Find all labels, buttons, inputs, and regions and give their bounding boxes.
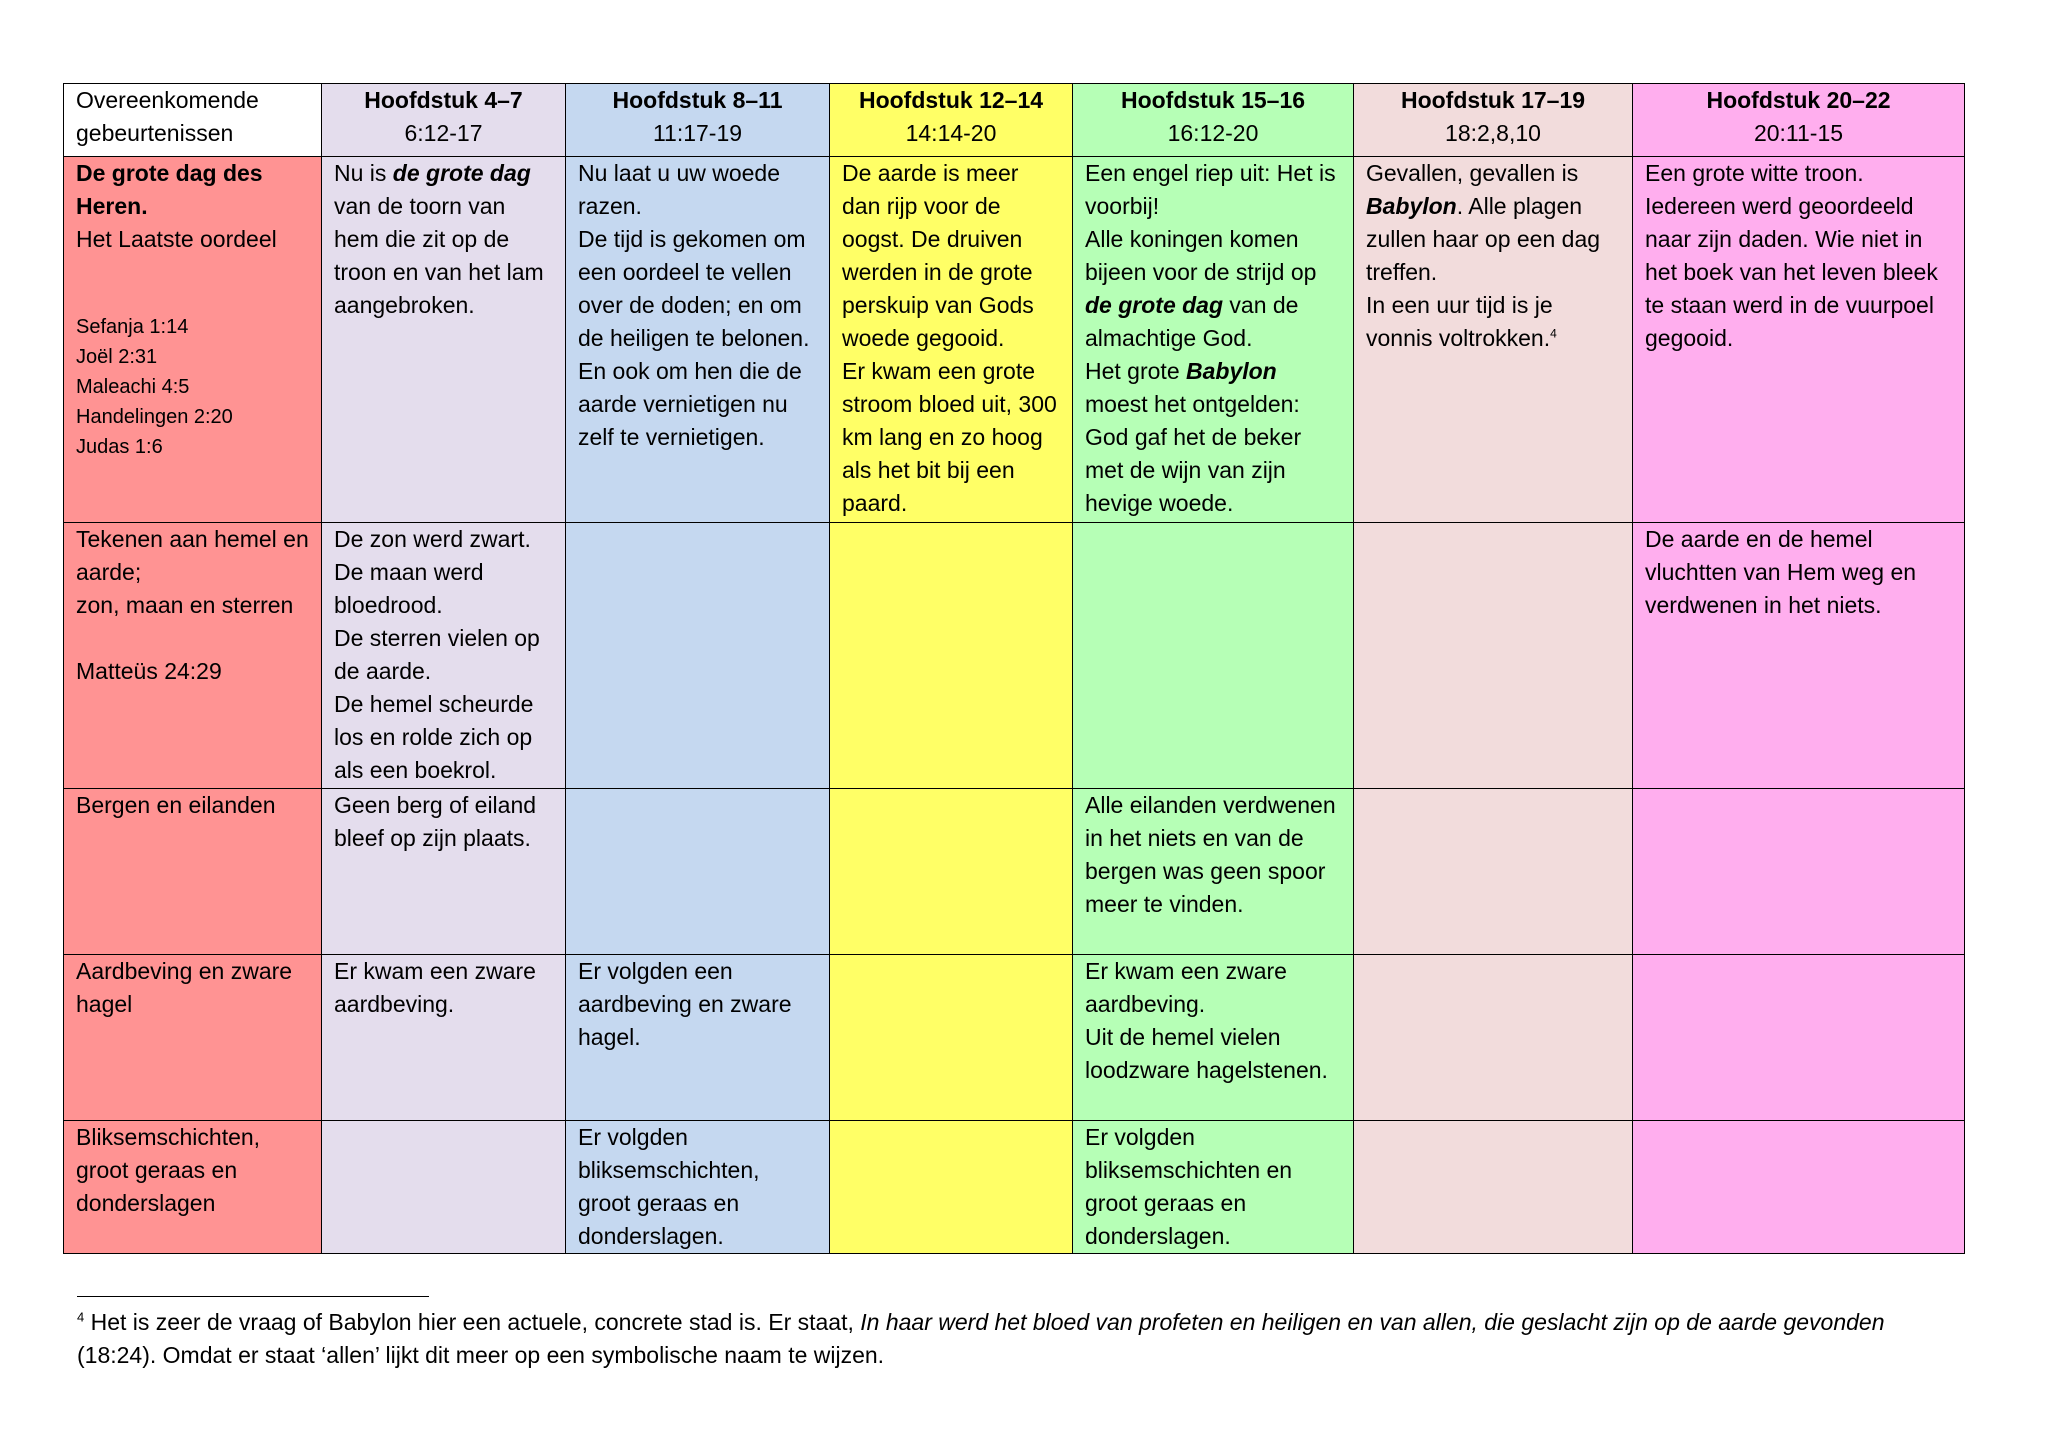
cell-r2-ch4-7: [322, 523, 566, 789]
header-row: [64, 84, 1965, 157]
cell-line: De hemel scheurde los en rolde zich op als een boekrol.: [334, 691, 534, 783]
emphasis-text: Babylon: [1186, 358, 1277, 384]
cell-text: van de almachtige God.: [1085, 292, 1299, 351]
column-title: Hoofdstuk 17–19: [1400, 87, 1586, 113]
cell-r2-ch15-16: [1073, 523, 1354, 789]
emphasis-text: de grote dag: [392, 160, 531, 186]
cell-r3-ch20-22: [1633, 789, 1965, 955]
row-label-day-of-the-lord: [64, 157, 322, 523]
footnote-reference: 4: [1550, 326, 1557, 341]
cell-r2-ch12-14: [830, 523, 1073, 789]
cell-text: In een uur tijd is je vonnis voltrokken.: [1366, 292, 1553, 351]
cell-line: [1366, 157, 1620, 289]
cell-line: Een engel riep uit: Het is voorbij!: [1085, 160, 1336, 219]
cell-r5-ch4-7: [322, 1121, 566, 1254]
footnote-text: Het is zeer de vraag of Babylon hier een actuele, concrete stad is. Er staat,: [84, 1309, 861, 1335]
bible-reference: Judas 1:6: [76, 436, 163, 458]
table-row: [64, 157, 1965, 523]
cell-r1-ch15-16: [1073, 157, 1354, 523]
cell-line: [1085, 223, 1341, 355]
row-label-line: zon, maan en sterren: [76, 592, 294, 618]
cell-line: Geen berg of eiland bleef op zijn plaats.: [334, 792, 537, 851]
column-header-ch4-7: [322, 84, 566, 157]
cell-r5-ch17-19: [1354, 1121, 1633, 1254]
cell-line: De tijd is gekomen om een oordeel te vellen over de doden; en om de heiligen te belonen.: [578, 226, 810, 351]
bible-reference: Maleachi 4:5: [76, 376, 190, 398]
column-title: Hoofdstuk 8–11: [612, 87, 783, 113]
footnote: [77, 1306, 1957, 1372]
emphasis-text: de grote dag: [1085, 292, 1224, 318]
cell-r4-ch12-14: [830, 955, 1073, 1121]
column-reference: 11:17-19: [652, 120, 743, 146]
cell-line: De maan werd bloedrood.: [334, 559, 484, 618]
bible-reference: Handelingen 2:20: [76, 406, 233, 428]
row-label-line: Bergen en eilanden: [76, 792, 276, 818]
cell-line: De sterren vielen op de aarde.: [334, 625, 540, 684]
column-reference: 16:12-20: [1167, 120, 1259, 146]
comparison-table: [63, 83, 1965, 1254]
cell-line: Er volgden bliksemschichten, groot geraas en donderslagen.: [578, 1124, 760, 1249]
cell-line: [1085, 355, 1341, 520]
column-reference: 14:14-20: [905, 120, 997, 146]
column-header-ch17-19: [1354, 84, 1633, 157]
cell-r3-ch8-11: [566, 789, 830, 955]
cell-r3-ch17-19: [1354, 789, 1633, 955]
cell-line: Een grote witte troon. Iedereen werd geoordeeld naar zijn daden. Wie niet in het boek van het leven bleek te staan werd in de vuurpoel gegooid.: [1645, 160, 1938, 351]
corner-header-line-2: gebeurtenissen: [76, 120, 234, 146]
cell-r3-ch4-7: [322, 789, 566, 955]
row-label-line: Aardbeving en zware hagel: [76, 958, 293, 1017]
corner-header-line-1: Overeenkomende: [76, 87, 259, 113]
footnote-text: (18:24). Omdat er staat ‘allen’ lijkt dit meer op een symbolische naam te wijzen.: [77, 1342, 885, 1368]
row-label-signs: [64, 523, 322, 789]
row-label-mountains-islands: [64, 789, 322, 955]
cell-line: Er kwam een zware aardbeving.: [334, 958, 536, 1017]
cell-r1-ch12-14: [830, 157, 1073, 523]
cell-r5-ch12-14: [830, 1121, 1073, 1254]
table-row: [64, 789, 1965, 955]
cell-r2-ch8-11: [566, 523, 830, 789]
cell-r3-ch12-14: [830, 789, 1073, 955]
cell-r5-ch20-22: [1633, 1121, 1965, 1254]
column-reference: 6:12-17: [404, 120, 483, 146]
cell-line: Nu laat u uw woede razen.: [578, 160, 781, 219]
bible-reference: Sefanja 1:14: [76, 316, 189, 338]
cell-r2-ch17-19: [1354, 523, 1633, 789]
cell-line: Alle eilanden verdwenen in het niets en van de bergen was geen spoor meer te vinden.: [1085, 792, 1336, 917]
column-reference: 18:2,8,10: [1445, 120, 1541, 146]
cell-text: moest het ontgelden: God gaf het de beker met de wijn van zijn hevige woede.: [1085, 391, 1302, 516]
row-label-lightning-thunder: [64, 1121, 322, 1254]
bible-reference: Joël 2:31: [76, 346, 158, 368]
cell-line: Er volgden bliksemschichten en groot geraas en donderslagen.: [1085, 1124, 1293, 1249]
cell-r4-ch4-7: [322, 955, 566, 1121]
column-title: Hoofdstuk 12–14: [858, 87, 1044, 113]
cell-line: De aarde en de hemel vluchtten van Hem weg en verdwenen in het niets.: [1645, 526, 1917, 618]
corner-header: [64, 84, 322, 157]
cell-line: [1366, 289, 1620, 355]
cell-text: Gevallen, gevallen is: [1366, 160, 1579, 186]
cell-r1-ch8-11: [566, 157, 830, 523]
footnote-separator: [77, 1296, 429, 1297]
cell-r5-ch8-11: [566, 1121, 830, 1254]
cell-text: Nu is: [334, 160, 393, 186]
emphasis-text: Babylon: [1366, 193, 1457, 219]
cell-r1-ch4-7: [322, 157, 566, 523]
row-label-line: Bliksemschichten, groot geraas en donderslagen: [76, 1124, 261, 1216]
cell-line: De aarde is meer dan rijp voor de oogst. De druiven werden in de grote perskuip van Gods woede gegooid.: [842, 160, 1034, 351]
column-title: Hoofdstuk 20–22: [1706, 87, 1891, 113]
column-header-ch20-22: [1633, 84, 1965, 157]
cell-r5-ch15-16: [1073, 1121, 1354, 1254]
cell-r1-ch20-22: [1633, 157, 1965, 523]
table-row: [64, 523, 1965, 789]
column-title: Hoofdstuk 4–7: [364, 87, 523, 113]
row-label-subtitle: Het Laatste oordeel: [76, 226, 277, 252]
row-label-earthquake-hail: [64, 955, 322, 1121]
cell-text: van de toorn van hem die zit op de troon en van het lam aangebroken.: [334, 193, 544, 318]
cell-text: Het grote: [1085, 358, 1186, 384]
cell-text: . Alle plagen zullen haar op een dag treffen.: [1366, 193, 1601, 285]
column-reference: 20:11-15: [1753, 120, 1844, 146]
cell-line: Uit de hemel vielen loodzware hagelstenen.: [1085, 1024, 1328, 1083]
cell-r4-ch20-22: [1633, 955, 1965, 1121]
column-header-ch12-14: [830, 84, 1073, 157]
cell-text: Alle koningen komen bijeen voor de strijd op: [1085, 226, 1317, 285]
cell-r1-ch17-19: [1354, 157, 1633, 523]
cell-r2-ch20-22: [1633, 523, 1965, 789]
cell-line: En ook om hen die de aarde vernietigen nu zelf te vernietigen.: [578, 358, 802, 450]
cell-line: Er kwam een zware aardbeving.: [1085, 958, 1287, 1017]
row-label-title: De grote dag des Heren.: [76, 160, 263, 219]
footnote-number: 4: [77, 1309, 85, 1325]
table-row: [64, 955, 1965, 1121]
table-row: [64, 1121, 1965, 1254]
column-header-ch15-16: [1073, 84, 1354, 157]
cell-r4-ch8-11: [566, 955, 830, 1121]
footnote-quote: In haar werd het bloed van profeten en heiligen en van allen, die geslacht zijn op de aarde gevonden: [860, 1309, 1885, 1335]
column-header-ch8-11: [566, 84, 830, 157]
row-label-line: Tekenen aan hemel en aarde;: [76, 526, 309, 585]
cell-line: Er volgden een aardbeving en zware hagel.: [578, 958, 792, 1050]
cell-r4-ch15-16: [1073, 955, 1354, 1121]
cell-r4-ch17-19: [1354, 955, 1633, 1121]
bible-reference: Matteüs 24:29: [76, 658, 222, 684]
cell-line: De zon werd zwart.: [334, 526, 531, 552]
cell-r3-ch15-16: [1073, 789, 1354, 955]
column-title: Hoofdstuk 15–16: [1120, 87, 1306, 113]
cell-line: Er kwam een grote stroom bloed uit, 300 km lang en zo hoog als het bit bij een paard.: [842, 358, 1057, 516]
